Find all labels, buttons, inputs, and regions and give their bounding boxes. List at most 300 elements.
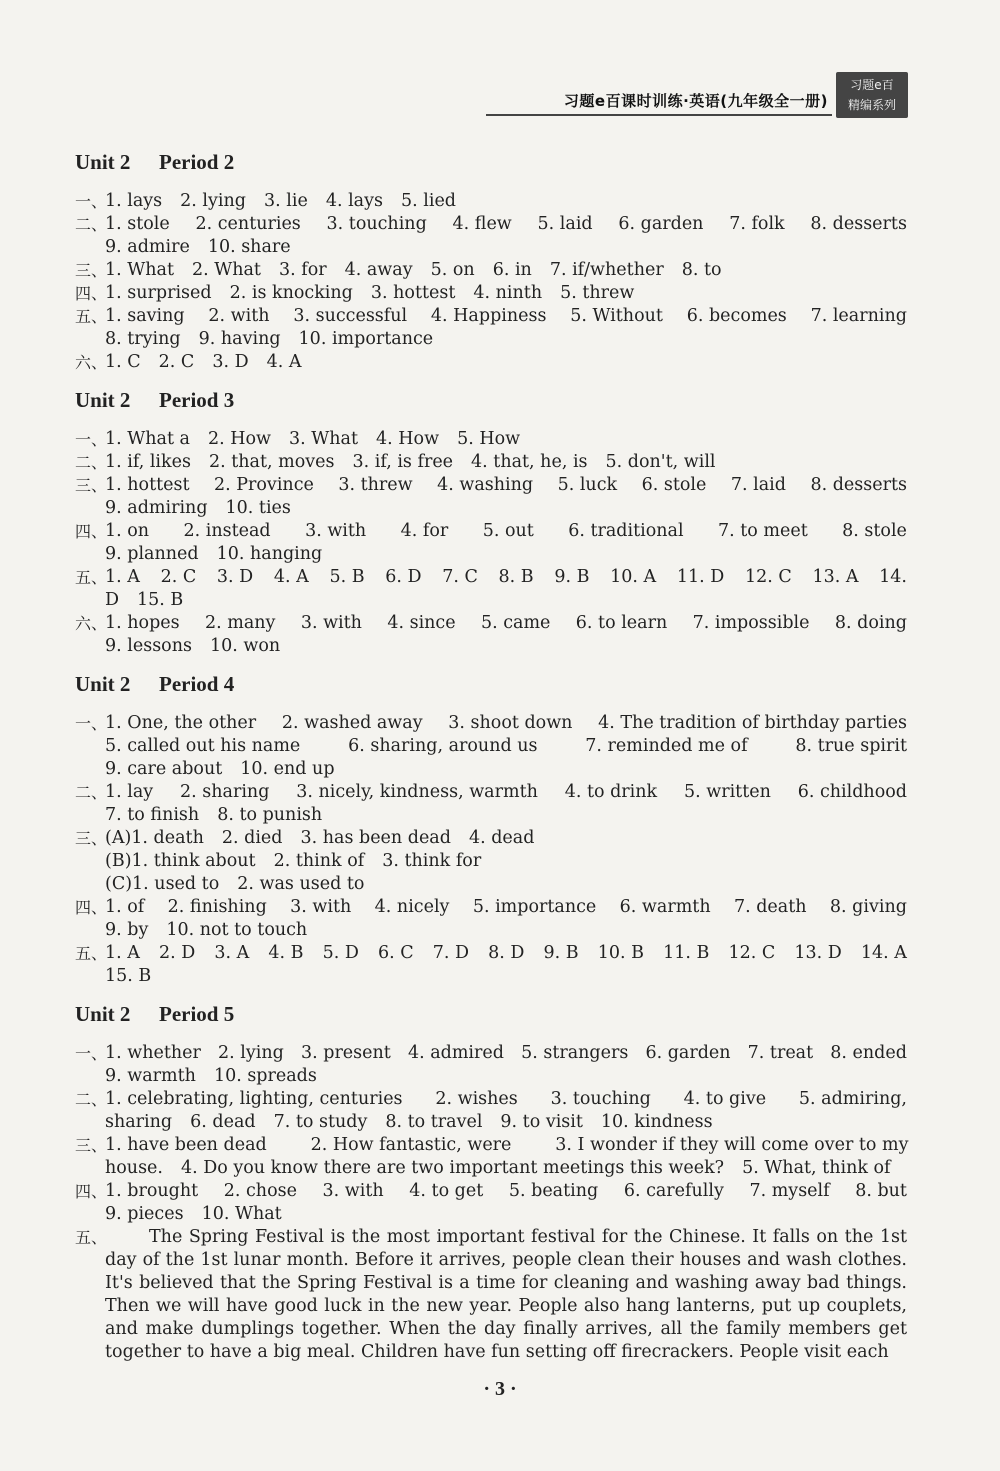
answer-item: 9. to visit	[500, 1112, 583, 1132]
section-label: 二、	[75, 783, 108, 802]
answer-item: 3. lie	[264, 191, 308, 211]
answer-item: 1. have been dead	[105, 1135, 267, 1155]
answer-item: 7. impossible	[692, 613, 810, 633]
section-label: 三、	[75, 261, 108, 280]
answer-line	[105, 474, 907, 497]
answer-item: 9. by	[105, 920, 149, 940]
answer-item: 1. of	[105, 897, 145, 917]
answer-item: 8. to travel	[385, 1112, 483, 1132]
answer-item: 7. C	[442, 567, 478, 587]
answer-item: 2. died	[221, 828, 283, 848]
answer-item: 9. lessons	[105, 636, 192, 656]
answer-line	[105, 351, 907, 374]
answer-item: 2. sharing	[180, 782, 270, 802]
section-label: 二、	[75, 215, 108, 234]
answer-item: 1. A	[105, 567, 140, 587]
answer-item: 8. desserts	[810, 475, 907, 495]
answer-section	[75, 213, 907, 259]
section-lines	[105, 566, 907, 612]
answer-item: 4. that, he, is	[471, 452, 588, 472]
answer-item: sharing	[105, 1112, 173, 1132]
answer-item: 2. chose	[223, 1181, 297, 1201]
answer-item: 6. in	[492, 260, 532, 280]
answer-item: 8. stole	[842, 521, 907, 541]
answer-item: 2. Province	[214, 475, 314, 495]
answer-item: 8. to punish	[217, 805, 323, 825]
answer-item: 6. stole	[641, 475, 707, 495]
section-label: 四、	[75, 522, 108, 541]
answer-item: 4. washing	[437, 475, 534, 495]
answer-item: 4. away	[344, 260, 413, 280]
answer-item: 15. B	[105, 966, 152, 986]
answer-section	[75, 1180, 907, 1226]
answer-item: 10. kindness	[600, 1112, 713, 1132]
answer-item: 6. warmth	[619, 897, 711, 917]
answer-item: 3. A	[214, 943, 250, 963]
period-name: Period 3	[159, 388, 235, 412]
period-name: Period 2	[159, 150, 235, 174]
answer-item: 5. on	[430, 260, 475, 280]
answer-item: 2. was used to	[237, 874, 365, 894]
answer-item: 10. What	[201, 1204, 282, 1224]
answer-item: 6. garden	[618, 214, 704, 234]
unit-name: Unit 2	[75, 672, 131, 696]
section-lines	[105, 190, 907, 213]
answer-item: 7. reminded me of	[585, 736, 748, 756]
answer-item: 1. lays	[105, 191, 163, 211]
answer-item: 7. laid	[730, 475, 786, 495]
section-label: 六、	[75, 353, 108, 372]
answer-item: 7. death	[733, 897, 807, 917]
period-name: Period 4	[159, 672, 235, 696]
answer-item: 7. to study	[273, 1112, 368, 1132]
answer-item: D	[105, 590, 120, 610]
answer-section	[75, 474, 907, 520]
answer-item: 3. if, is free	[352, 452, 454, 472]
section-label: 五、	[75, 1228, 108, 1247]
answer-item: 1. hottest	[105, 475, 190, 495]
answer-item: 6. C	[378, 943, 414, 963]
answer-item: 3. touching	[326, 214, 427, 234]
answer-item: 9. planned	[105, 544, 199, 564]
unit-block	[75, 672, 907, 988]
section-label: 二、	[75, 1090, 108, 1109]
answer-line	[105, 612, 907, 635]
answer-section	[75, 282, 907, 305]
answer-item: 4. ninth	[473, 283, 543, 303]
unit-name: Unit 2	[75, 388, 131, 412]
answer-item: (B)1. think about	[105, 851, 256, 871]
section-lines	[105, 942, 907, 988]
answer-line	[105, 919, 907, 942]
answer-item: 11. D	[676, 567, 725, 587]
answer-item: 2. think of	[273, 851, 365, 871]
answer-item: 5. How	[457, 429, 521, 449]
unit-heading	[75, 1002, 907, 1028]
section-label: 一、	[75, 430, 108, 449]
answer-item: 9. B	[554, 567, 590, 587]
answer-line	[105, 566, 907, 589]
section-lines	[105, 1088, 907, 1134]
answer-item: 2. C	[158, 352, 195, 372]
answer-item: 4. Happiness	[430, 306, 547, 326]
answer-item: 7. learning	[810, 306, 907, 326]
answer-item: 2. centuries	[195, 214, 301, 234]
answer-item: 11. B	[663, 943, 710, 963]
answer-item: 5. B	[329, 567, 365, 587]
header-rule	[486, 114, 832, 116]
answer-item: 3. successful	[293, 306, 408, 326]
unit-block	[75, 150, 907, 374]
answer-item: 8. ended	[830, 1043, 907, 1063]
answer-section	[75, 1088, 907, 1134]
answer-item: 14.	[879, 567, 907, 587]
section-label: 五、	[75, 307, 108, 326]
answer-line	[105, 451, 907, 474]
answer-section	[75, 305, 907, 351]
answer-item: 2. lying	[180, 191, 246, 211]
answer-section	[75, 896, 907, 942]
section-lines	[105, 1042, 907, 1088]
answer-line	[105, 1088, 907, 1111]
unit-heading	[75, 150, 907, 176]
section-label: 一、	[75, 192, 108, 211]
answer-item: 3. nicely, kindness, warmth	[296, 782, 538, 802]
answer-item: 3. touching	[550, 1089, 651, 1109]
answer-content	[75, 150, 907, 1378]
answer-line	[105, 804, 907, 827]
answer-item: 2. finishing	[167, 897, 267, 917]
answer-item: 2. How	[207, 429, 272, 449]
section-label: 三、	[75, 476, 108, 495]
answer-item: 3. has been dead	[300, 828, 451, 848]
answer-item: 2. lying	[218, 1043, 284, 1063]
answer-item: 9. admiring	[105, 498, 208, 518]
answer-item: 3. shoot down	[448, 713, 573, 733]
answer-section	[75, 566, 907, 612]
section-lines	[105, 428, 907, 451]
answer-item: 8. trying	[105, 329, 181, 349]
unit-block	[75, 388, 907, 658]
answer-item: 3. D	[212, 352, 249, 372]
answer-item: 4. admired	[407, 1043, 504, 1063]
answer-item: 3. present	[300, 1043, 391, 1063]
answer-item: 4. flew	[452, 214, 512, 234]
section-lines	[105, 259, 907, 282]
answer-item: 9. care about	[105, 759, 223, 779]
section-label: 一、	[75, 1044, 108, 1063]
answer-line	[105, 305, 907, 328]
answer-item: 5. came	[480, 613, 551, 633]
answer-item: 2. is knocking	[229, 283, 353, 303]
answer-item: 8. giving	[829, 897, 907, 917]
answer-item: 9. admire	[105, 237, 190, 257]
answer-line	[105, 712, 907, 735]
answer-item: 13. D	[794, 943, 842, 963]
answer-item: 6. garden	[645, 1043, 731, 1063]
badge-line-2: 精编系列	[847, 98, 896, 112]
answer-item: 3. D	[216, 567, 254, 587]
answer-item: 4. Do you know there are two important meetings this week?	[180, 1158, 725, 1178]
answer-item: 10. importance	[298, 329, 434, 349]
answer-item: house.	[105, 1158, 163, 1178]
answer-item: 15. B	[137, 590, 184, 610]
answer-line	[105, 781, 907, 804]
answer-line	[105, 520, 907, 543]
answer-line	[105, 497, 907, 520]
answer-section	[75, 520, 907, 566]
section-lines	[105, 282, 907, 305]
answer-line	[105, 635, 907, 658]
answer-item: 2. What	[191, 260, 261, 280]
section-lines	[105, 305, 907, 351]
answer-item: 10. spreads	[213, 1066, 317, 1086]
answer-line	[105, 282, 907, 305]
answer-item: 6. traditional	[568, 521, 684, 541]
answer-line	[105, 589, 907, 612]
answer-section	[75, 1134, 907, 1180]
answer-item: 2. How fantastic, were	[310, 1135, 512, 1155]
answer-item: 4. to get	[409, 1181, 484, 1201]
section-lines	[105, 827, 907, 896]
essay-section	[75, 1226, 907, 1364]
answer-item: 9. pieces	[105, 1204, 184, 1224]
answer-item: 10. end up	[240, 759, 335, 779]
answer-line	[105, 213, 907, 236]
section-lines	[105, 474, 907, 520]
answer-item: 5. admiring,	[798, 1089, 907, 1109]
answer-item: 3. with	[305, 521, 367, 541]
answer-item: 5. out	[482, 521, 534, 541]
answer-line	[105, 543, 907, 566]
answer-line	[105, 850, 907, 873]
section-lines	[105, 612, 907, 658]
answer-item: 1. C	[105, 352, 141, 372]
section-label: 四、	[75, 1182, 108, 1201]
answer-item: 10. not to touch	[166, 920, 308, 940]
answer-line	[105, 1134, 909, 1157]
answer-line	[105, 1111, 907, 1134]
answer-item: 7. myself	[749, 1181, 830, 1201]
answer-item: 4. nicely	[374, 897, 450, 917]
unit-block	[75, 1002, 907, 1364]
answer-item: 8. D	[488, 943, 525, 963]
answer-line	[105, 942, 907, 965]
answer-item: 10. ties	[225, 498, 291, 518]
unit-heading	[75, 672, 907, 698]
essay-text: The Spring Festival is the most important festival for the Chinese. It falls on the 1st day of the 1st lunar month. Before it arrives, people clean their houses and wash clothes. It's believed that the Spring Festival is a time for cleaning and washing away bad things. Then we will have good luck in the new year. People also hang lanterns, put up couplets, and make dumplings together. When the day finally arrives, all the family members get together to have a big meal. Children have fun setting off firecrackers. People visit each	[105, 1227, 907, 1362]
answer-item: 1. What a	[105, 429, 190, 449]
answer-item: 1. brought	[105, 1181, 199, 1201]
answer-section	[75, 612, 907, 658]
answer-item: 12. C	[744, 567, 792, 587]
answer-item: 10. B	[597, 943, 645, 963]
answer-item: 1. on	[105, 521, 150, 541]
answer-section	[75, 259, 907, 282]
answer-item: 6. becomes	[686, 306, 787, 326]
answer-item: 6. D	[385, 567, 422, 587]
answer-item: 2. wishes	[435, 1089, 518, 1109]
answer-line	[105, 259, 907, 282]
answer-item: 8. to	[681, 260, 722, 280]
answer-line	[105, 827, 907, 850]
answer-line	[105, 735, 907, 758]
answer-item: 3. I wonder if they will come over to my	[555, 1135, 909, 1155]
answer-section	[75, 351, 907, 374]
answer-item: 5. written	[683, 782, 771, 802]
answer-item: 4. lays	[325, 191, 383, 211]
answer-item: 4. dead	[468, 828, 535, 848]
answer-line	[105, 1042, 907, 1065]
answer-item: 4. to drink	[564, 782, 658, 802]
answer-item: 1. One, the other	[105, 713, 257, 733]
section-label: 二、	[75, 453, 108, 472]
section-lines	[105, 712, 907, 781]
answer-line	[105, 1180, 907, 1203]
answer-item: 1. celebrating, lighting, centuries	[105, 1089, 403, 1109]
answer-item: 1. surprised	[105, 283, 212, 303]
answer-item: 2. with	[208, 306, 270, 326]
answer-item: 10. A	[610, 567, 657, 587]
section-label: 一、	[75, 714, 108, 733]
answer-line	[105, 328, 907, 351]
series-badge	[836, 72, 908, 118]
answer-item: 7. folk	[729, 214, 785, 234]
answer-item: 4. A	[273, 567, 309, 587]
section-label: 五、	[75, 944, 108, 963]
answer-item: 5. called out his name	[105, 736, 301, 756]
answer-item: 9. B	[543, 943, 579, 963]
section-lines	[105, 213, 907, 259]
answer-section	[75, 1042, 907, 1088]
answer-item: 6. to learn	[575, 613, 668, 633]
answer-item: 6. childhood	[797, 782, 907, 802]
answer-line	[105, 1203, 907, 1226]
answer-item: 2. C	[160, 567, 197, 587]
answer-item: 14. A	[860, 943, 907, 963]
answer-item: 1. stole	[105, 214, 170, 234]
section-label: 六、	[75, 614, 108, 633]
answer-item: 4. since	[387, 613, 456, 633]
answer-item: 8. true spirit	[795, 736, 907, 756]
section-label: 三、	[75, 1136, 108, 1155]
section-label: 五、	[75, 568, 108, 587]
book-title: 习题e百课时训练·英语(九年级全一册)	[563, 92, 828, 110]
section-label: 四、	[75, 284, 108, 303]
section-lines	[105, 896, 907, 942]
answer-item: 5. don't, will	[605, 452, 716, 472]
period-name: Period 5	[159, 1002, 235, 1026]
answer-item: 9. warmth	[105, 1066, 196, 1086]
answer-section	[75, 428, 907, 451]
answer-line	[105, 190, 907, 213]
section-lines	[105, 520, 907, 566]
answer-item: (A)1. death	[105, 828, 204, 848]
answer-item: 4. B	[268, 943, 304, 963]
answer-item: 3. think for	[382, 851, 482, 871]
answer-line	[105, 965, 907, 988]
answer-item: 4. to give	[683, 1089, 767, 1109]
answer-item: 3. with	[290, 897, 352, 917]
section-lines	[105, 451, 907, 474]
answer-item: 8. doing	[834, 613, 907, 633]
answer-item: 6. carefully	[623, 1181, 724, 1201]
answer-item: 3. for	[278, 260, 327, 280]
answer-item: 10. hanging	[216, 544, 323, 564]
answer-item: 5. beating	[508, 1181, 599, 1201]
answer-item: 3. hottest	[370, 283, 456, 303]
answer-line	[105, 428, 907, 451]
answer-item: 2. that, moves	[208, 452, 335, 472]
answer-line	[105, 758, 907, 781]
answer-item: 3. with	[300, 613, 362, 633]
answer-item: 1. lay	[105, 782, 154, 802]
answer-item: 6. sharing, around us	[348, 736, 538, 756]
answer-item: 8. B	[498, 567, 534, 587]
answer-item: 4. How	[376, 429, 440, 449]
answer-item: 2. D	[159, 943, 196, 963]
answer-item: 5. What, think of	[742, 1158, 891, 1178]
answer-item: 7. if/whether	[549, 260, 664, 280]
answer-item: 5. lied	[400, 191, 456, 211]
answer-item: 5. threw	[560, 283, 635, 303]
answer-item: 2. instead	[183, 521, 271, 541]
unit-name: Unit 2	[75, 1002, 131, 1026]
answer-line	[105, 873, 907, 896]
answer-item: 7. to meet	[718, 521, 808, 541]
section-label: 四、	[75, 898, 108, 917]
answer-item: 8. desserts	[810, 214, 907, 234]
answer-item: 6. dead	[190, 1112, 256, 1132]
answer-section	[75, 942, 907, 988]
answer-item: 5. laid	[537, 214, 593, 234]
section-lines	[105, 781, 907, 827]
answer-item: 2. many	[204, 613, 276, 633]
answer-item: 3. with	[322, 1181, 384, 1201]
unit-heading	[75, 388, 907, 414]
answer-item: 2. washed away	[281, 713, 423, 733]
answer-item: 5. D	[322, 943, 359, 963]
answer-item: 8. but	[855, 1181, 907, 1201]
answer-item: 5. importance	[472, 897, 597, 917]
answer-item: 1. saving	[105, 306, 185, 326]
answer-line	[105, 896, 907, 919]
answer-item: 7. treat	[747, 1043, 814, 1063]
answer-item: 5. strangers	[521, 1043, 629, 1063]
answer-item: 1. if, likes	[105, 452, 191, 472]
section-lines	[105, 351, 907, 374]
answer-item: 4. for	[400, 521, 449, 541]
answer-item: 4. The tradition of birthday parties	[598, 713, 907, 733]
answer-item: 1. A	[105, 943, 140, 963]
answer-item: 12. C	[728, 943, 776, 963]
answer-item: 4. A	[266, 352, 302, 372]
answer-item: 3. threw	[338, 475, 413, 495]
answer-section	[75, 781, 907, 827]
badge-line-1: 习题e百	[850, 78, 894, 92]
answer-section	[75, 827, 907, 896]
answer-line	[105, 236, 907, 259]
section-label: 三、	[75, 829, 108, 848]
answer-item: 5. luck	[557, 475, 618, 495]
answer-section	[75, 451, 907, 474]
answer-section	[75, 190, 907, 213]
answer-line	[105, 1157, 909, 1180]
answer-item: 10. won	[209, 636, 281, 656]
answer-item: 7. D	[432, 943, 470, 963]
answer-line	[105, 1065, 907, 1088]
page-number: · 3 ·	[483, 1378, 517, 1400]
